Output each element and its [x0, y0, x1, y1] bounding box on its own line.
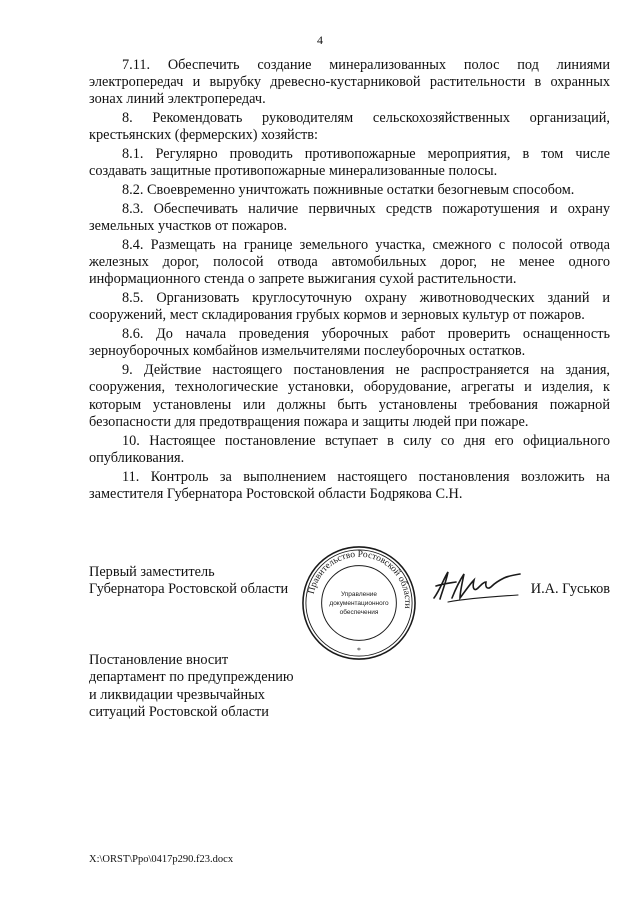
stamp-star-icon: *: [357, 646, 361, 656]
issuer-note-line4: ситуаций Ростовской области: [89, 704, 269, 721]
signer-title-line1: Первый заместитель: [89, 564, 215, 580]
paragraph-8-1: 8.1. Регулярно проводить противопожарные мероприятия, в том числе создавать защитные противопожарные минерализованные полосы.: [89, 146, 610, 180]
handwritten-signature: [430, 568, 523, 604]
stamp-inner-line3: обеспечения: [339, 608, 379, 616]
issuer-note: [89, 652, 294, 722]
file-path: X:\ORST\Ppo\0417p290.f23.docx: [89, 854, 234, 865]
paragraph-10: 10. Настоящее постановление вступает в силу со дня его официального опубликования.: [89, 432, 610, 466]
paragraph-8-3: 8.3. Обеспечивать наличие первичных средств пожаротушения и охрану земельных участков от пожаров.: [89, 201, 610, 235]
paragraph-8-2: 8.2. Своевременно уничтожать пожнивные остатки безогневым способом.: [122, 182, 575, 199]
official-stamp: [300, 544, 418, 662]
paragraph-8-5: 8.5. Организовать круглосуточную охрану животноводческих зданий и сооружений, мест складирования грубых кормов и зерновых культур от пожаров.: [89, 290, 610, 324]
stamp-outer-textpath: Правительство Ростовской области: [306, 549, 413, 609]
page-number: 4: [317, 33, 323, 47]
issuer-note-line2: департамент по предупреждению: [89, 669, 294, 686]
paragraph-11: 11. Контроль за выполнением настоящего постановления возложить на заместителя Губернатора Ростовской области Бодрякова С.Н.: [89, 468, 610, 502]
paragraph-9: 9. Действие настоящего постановления не распространяется на здания, сооружения, технологические установки, оборудование, агрегаты и изделия, к которым установлены или должны быть установлены требования пожарной безопасности для предотвращения пожара и защиты людей при пожаре.: [89, 362, 610, 430]
document-body: [89, 57, 610, 505]
paragraph-8-6: 8.6. До начала проведения уборочных работ проверить оснащенность зерноуборочных комбайнов измельчителями послеуборочных остатков.: [89, 326, 610, 360]
paragraph-7-11: 7.11. Обеспечить создание минерализованных полос под линиями электропередач и вырубку древесно-кустарниковой растительности в охранных зонах линий электропередач.: [89, 57, 610, 108]
paragraph-8-4: 8.4. Размещать на границе земельного участка, смежного с полосой отвода железных дорог, полосой отвода автомобильных дорог, не менее одного информационного стенда о запрете выжигания сухой растительности.: [89, 237, 610, 288]
stamp-inner-line1: Управление: [340, 591, 378, 599]
signer-title-line2: Губернатора Ростовской области: [89, 581, 289, 598]
signer-name: И.А. Гуськов: [530, 581, 610, 597]
paragraph-8: 8. Рекомендовать руководителям сельскохозяйственных организаций, крестьянских (фермерских) хозяйств:: [89, 110, 610, 144]
stamp-inner-line2: документационного: [329, 599, 389, 607]
signer-title: [89, 564, 288, 599]
issuer-note-line1: Постановление вносит: [89, 652, 229, 668]
issuer-note-line3: и ликвидации чрезвычайных: [89, 686, 265, 703]
